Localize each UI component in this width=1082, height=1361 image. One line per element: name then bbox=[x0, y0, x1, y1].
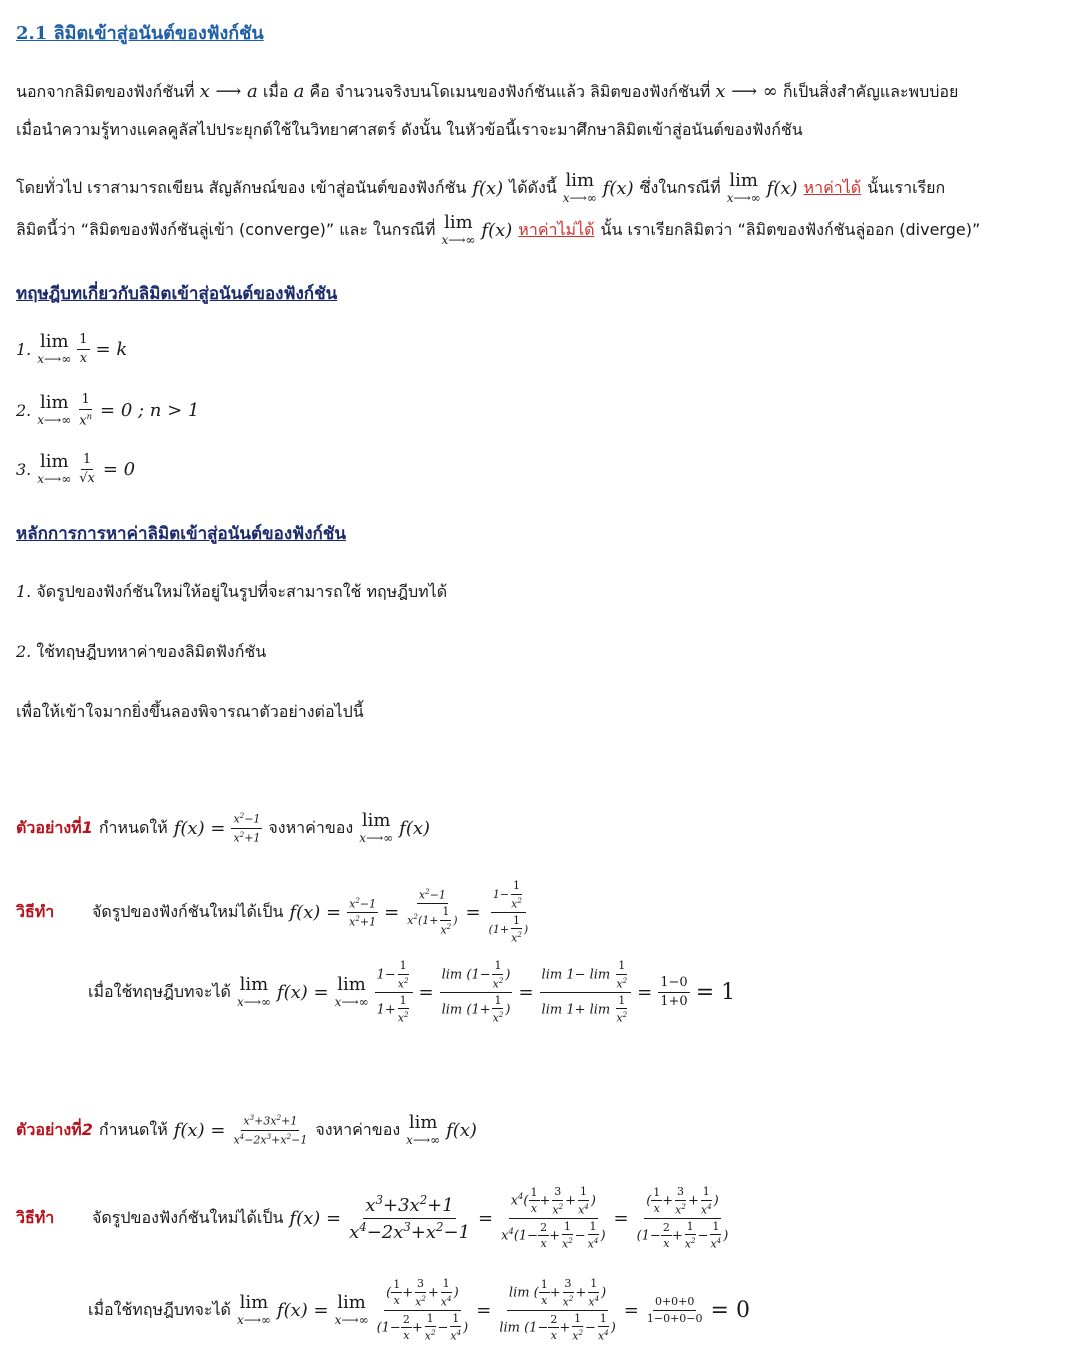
rewrite-text: จัดรูปของฟังก์ชันใหม่ได้เป็น bbox=[92, 901, 284, 921]
equals-sign: = bbox=[623, 1299, 639, 1321]
solution-label: วิธีทำ bbox=[16, 1207, 55, 1227]
step-fraction: 1− $\frac{1}{x^2}$ (1+ $\frac{1}{x^2}$ ) bbox=[488, 879, 529, 945]
principle-1 bbox=[16, 580, 447, 605]
result-fraction: $\frac{1-0}{1+0}$ bbox=[660, 975, 688, 1009]
apply-text: เมื่อใช้ทฤษฎีบทจะได้ bbox=[88, 981, 231, 1001]
example-1-label: ตัวอย่างที่1 bbox=[16, 817, 93, 837]
lim-symbol: lim x⟶∞ bbox=[236, 974, 271, 1010]
principle-heading: หลักการการหาค่าลิมิตเข้าสู่อนันต์ของฟังก์ชัน bbox=[16, 524, 346, 544]
example-2-label: ตัวอย่างที่2 bbox=[16, 1119, 93, 1139]
step-fraction: lim ( $\frac{1}{x}$ + $\frac{3}{x^2}$ + $\frac{1}{x^4}$ ) lim (1− $\frac{2}{x}$ + $\frac{1}{x^2}$ − $\frac{1}{x^4}$ ) bbox=[499, 1277, 616, 1343]
principle-text: ใช้ทฤษฎีบทหาค่าของลิมิตฟังก์ชัน bbox=[36, 642, 267, 661]
lim-symbol: lim x⟶∞ bbox=[37, 451, 72, 487]
para2-fx-2: f(x) bbox=[602, 177, 634, 199]
fraction-1-over-x: $\frac{1}{x}$ bbox=[79, 332, 88, 366]
example-2-function: $\frac{x^3+3x^2+1}{x^4-2x^3+x^2-1}$ bbox=[233, 1113, 308, 1147]
rewrite-text: จัดรูปของฟังก์ชันใหม่ได้เป็น bbox=[92, 1207, 284, 1227]
para2-text-f: นั้น เราเรียกลิมิตว่า “ลิมิตของฟังก์ชันลู่ออก (diverge)” bbox=[600, 219, 981, 239]
principle-number: 1. bbox=[16, 582, 32, 601]
lim-symbol: lim x⟶∞ bbox=[334, 1292, 369, 1328]
intro-math-x-to-a: x ⟶ a bbox=[199, 81, 258, 102]
example-1-apply bbox=[88, 960, 735, 1025]
theorem-2 bbox=[16, 393, 199, 428]
para2-fx-3: f(x) bbox=[766, 177, 798, 199]
lim-symbol: lim x⟶∞ bbox=[406, 1112, 441, 1147]
para2-line-1 bbox=[16, 172, 945, 204]
given-text: กำหนดให้ bbox=[98, 817, 168, 837]
para2-text-c: ซึ่งในกรณีที่ bbox=[639, 177, 721, 197]
intro-text-a: นอกจากลิมิตของฟังก์ชันที่ bbox=[16, 82, 195, 101]
fraction-1-over-sqrt-x: $\frac{1}{√x}$ bbox=[79, 452, 95, 486]
lim-symbol: lim x⟶∞ bbox=[37, 392, 72, 428]
intro-math-a: a bbox=[293, 81, 305, 102]
equals-sign: = bbox=[637, 981, 653, 1003]
para2-fx-4: f(x) bbox=[481, 219, 513, 241]
result-fraction: $\frac{0+0+0}{1-0+0-0}$ bbox=[646, 1295, 703, 1325]
example-1-statement bbox=[16, 812, 430, 844]
example-2-apply bbox=[88, 1278, 750, 1343]
lim-symbol: lim x⟶∞ bbox=[359, 810, 394, 845]
step-fraction: $x^2-1$ $x^2(1+$ $\frac{1}{x^2}$ ) bbox=[407, 887, 458, 937]
intro-text-b: เมื่อ bbox=[262, 82, 289, 101]
fx: f(x) bbox=[399, 817, 431, 839]
equals-sign: = bbox=[384, 901, 400, 923]
converge-note: หาค่าได้ bbox=[803, 177, 862, 197]
intro-text-c: คือ จำนวนจริงบนโดเมนของฟังก์ชันแล้ว ลิมิตของฟังก์ชันที่ bbox=[309, 82, 711, 101]
principle-number: 2. bbox=[16, 642, 32, 661]
fraction-1-over-xn: $\frac{1}{x^n}$ bbox=[79, 392, 93, 428]
theorem-heading: ทฤษฎีบทเกี่ยวกับลิมิตเข้าสู่อนันต์ของฟังก์ชัน bbox=[16, 284, 338, 304]
theorem-1 bbox=[16, 333, 127, 365]
fx-lhs: f(x) = bbox=[173, 817, 226, 839]
para2-text-e: ลิมิตนี้ว่า “ลิมิตของฟังก์ชันลู่เข้า (converge)” และ ในกรณีที่ bbox=[16, 219, 436, 239]
intro-text-d: ก็เป็นสิ่งสำคัญและพบบ่อย bbox=[782, 82, 959, 101]
equals-sign: = bbox=[418, 981, 434, 1003]
fx-lhs: f(x) = bbox=[276, 1299, 329, 1321]
fx: f(x) bbox=[446, 1119, 477, 1141]
equals-sign: = bbox=[478, 1207, 494, 1229]
theorem-rhs: = 0 bbox=[102, 458, 136, 480]
example-1-rewrite bbox=[16, 880, 530, 945]
principle-text: จัดรูปของฟังก์ชันใหม่ให้อยู่ในรูปที่จะสามารถใช้ ทฤษฎีบทได้ bbox=[36, 582, 448, 601]
diverge-note: หาค่าไม่ได้ bbox=[518, 219, 595, 239]
para2-fx: f(x) bbox=[472, 177, 504, 199]
find-text: จงหาค่าของ bbox=[268, 817, 354, 837]
lim-symbol: lim x⟶∞ bbox=[334, 974, 369, 1010]
fx-lhs: f(x) = bbox=[289, 901, 342, 923]
lim-symbol: lim x⟶∞ bbox=[562, 170, 597, 205]
theorem-number: 3. bbox=[16, 459, 32, 479]
step-fraction: 1− $\frac{1}{x^2}$ 1+ $\frac{1}{x^2}$ bbox=[375, 960, 413, 1025]
lim-symbol: lim x⟶∞ bbox=[441, 212, 476, 247]
lim-symbol: lim x⟶∞ bbox=[236, 1292, 271, 1328]
step-fraction: $\frac{x^2-1}{x^2+1}$ bbox=[349, 895, 377, 929]
step-fraction: $x^4$( $\frac{1}{x}$ + $\frac{3}{x^2}$ + $\frac{1}{x^4}$ ) $x^4(1-$ $\frac{2}{x}$ + $\frac{1}{x^2}$ − $\frac{1}{x^4}$ ) bbox=[501, 1185, 606, 1251]
theorem-number: 1. bbox=[16, 339, 32, 359]
step-fraction: lim (1− $\frac{1}{x^2}$ ) lim (1+ $\frac{1}{x^2}$ ) bbox=[441, 959, 511, 1025]
para2-line-2 bbox=[16, 214, 980, 246]
apply-text: เมื่อใช้ทฤษฎีบทจะได้ bbox=[88, 1299, 231, 1319]
intro-math-x-to-inf: x ⟶ ∞ bbox=[715, 81, 778, 102]
example-2-statement bbox=[16, 1114, 477, 1146]
fx-lhs: f(x) = bbox=[289, 1207, 342, 1229]
step-fraction: $\frac{x^3+3x^2+1}{x^4-2x^3+x^2-1}$ bbox=[349, 1192, 471, 1243]
equals-sign: = bbox=[613, 1207, 629, 1229]
fx-lhs: f(x) = bbox=[173, 1119, 226, 1141]
theorem-number: 2. bbox=[16, 400, 32, 420]
page-title: 2.1 ลิมิตเข้าสู่อนันต์ของฟังก์ชัน bbox=[16, 23, 264, 44]
step-fraction: lim 1− lim $\frac{1}{x^2}$ lim 1+ lim $\frac{1}{x^2}$ bbox=[540, 960, 632, 1025]
intro-line-1 bbox=[16, 80, 958, 105]
step-fraction: ( $\frac{1}{x}$ + $\frac{3}{x^2}$ + $\frac{1}{x^4}$ ) (1− $\frac{2}{x}$ + $\frac{1}{x^2}$ − $\frac{1}{x^4}$ ) bbox=[376, 1277, 469, 1343]
equals-sign: = bbox=[518, 981, 534, 1003]
solution-label: วิธีทำ bbox=[16, 901, 55, 921]
lim-symbol: lim x⟶∞ bbox=[726, 170, 761, 205]
para2-text-b: ได้ดังนี้ bbox=[509, 177, 557, 197]
example-2-result: = 0 bbox=[710, 1297, 750, 1323]
theorem-rhs: = 0 ; n > 1 bbox=[100, 399, 200, 421]
theorem-rhs: = k bbox=[95, 338, 128, 360]
para2-text-a: โดยทั่วไป เราสามารถเขียน สัญลักษณ์ของ เข้าสู่อนันต์ของฟังก์ชัน bbox=[16, 177, 467, 197]
given-text: กำหนดให้ bbox=[98, 1119, 168, 1139]
example-1-function: $\frac{x^2-1}{x^2+1}$ bbox=[233, 811, 261, 845]
equals-sign: = bbox=[465, 901, 481, 923]
equals-sign: = bbox=[476, 1299, 492, 1321]
para2-text-d: นั้นเราเรียก bbox=[867, 177, 946, 197]
example-2-rewrite bbox=[16, 1186, 730, 1251]
example-1-result: = 1 bbox=[695, 979, 736, 1005]
find-text: จงหาค่าของ bbox=[315, 1119, 401, 1139]
principle-2 bbox=[16, 640, 266, 665]
theorem-3 bbox=[16, 453, 135, 485]
lead-in-text: เพื่อให้เข้าใจมากยิ่งขึ้นลองพิจารณาตัวอย่างต่อไปนี้ bbox=[16, 702, 364, 721]
intro-line-2: เมื่อนำความรู้ทางแคลคูลัสไปประยุกต์ใช้ในวิทยาศาสตร์ ดังนั้น ในหัวข้อนี้เราจะมาศึกษาลิมิตเข้าสู่อนันต์ของฟังก์ชัน bbox=[16, 120, 803, 139]
step-fraction: ( $\frac{1}{x}$ + $\frac{3}{x^2}$ + $\frac{1}{x^4}$ ) (1− $\frac{2}{x}$ + $\frac{1}{x^2}$ − $\frac{1}{x^4}$ ) bbox=[636, 1185, 729, 1251]
fx-lhs: f(x) = bbox=[276, 981, 329, 1003]
lim-symbol: lim x⟶∞ bbox=[37, 331, 72, 367]
